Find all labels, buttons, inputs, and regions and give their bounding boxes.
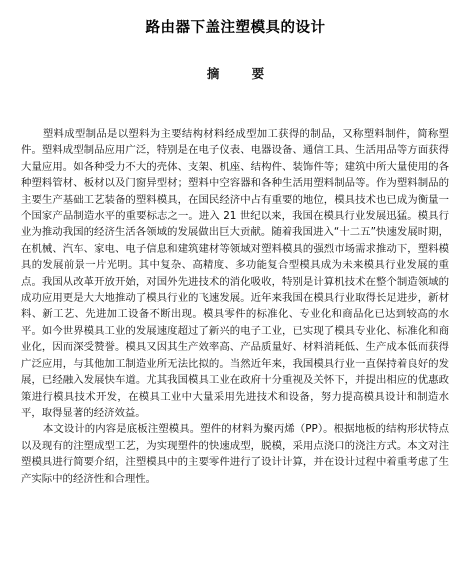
document-title: 路由器下盖注塑模具的设计 [145, 20, 326, 36]
abstract-paragraph-1: 塑料成型制品是以塑料为主要结构材料经成型加工获得的制品，又称塑料制件，简称塑件。塑料成型制品应用广泛，特别是在电子仪表、电器设备、通信工具、生活用品等方面获得大量应用。如各种受力不大的壳体、支架、机座、结构件、装饰件等；建筑中所大量使用的各种塑料管材、板材以及门窗异型材；塑料中空容器和各种生活用塑料制品等。作为塑料制品的主要生产基础工艺装备的塑料模具，在国民经济中占有重要的地位，模具技术也已成为衡量一个国家产品制造水平的重要标志之一。进入 21 世纪以来，我国在模具行业发展迅猛。模具行业为推动我国的经济生活各领域的发展做出巨大贡献。随着我国进入“十二五”快速发展时期，在机械、汽车、家电、电子信息和建筑建材等领域对塑料模具的强烈市场需求推动下，塑料模具的发展前景一片光明。其中复杂、高精度、多功能复合型模具成为未来模具行业发展的重点。我国从改革开放开始，对国外先进技术的消化吸收，特别是计算机技术在整个制造领域的成功应用更是大大地推动了模具行业的飞速发展。近年来我国在模具行业取得长足进步，新材料、新工艺、先进加工设备不断出现。模具零件的标准化、专业化和商品化已达到较高的水平。如今世界模具工业的发展速度超过了新兴的电子工业，已实现了模具专业化、标准化和商业化，因而深受赞誉。模具又因其生产效率高、产品质量好、材料消耗低、生产成本低而获得广泛应用，与其他加工制造业所无法比拟的。当然近年来，我国模具行业一直保持着良好的发展，已经融入发展快车道。尤其我国模具工业在政府十分重视及关怀下，并提出相应的优惠政策进行模具技术开发，在模具工业中大量采用先进技术和设备，努力提高模具设计和制造水平，取得显著的经济效益。 [21, 128, 449, 419]
abstract-heading: 摘 要 [206, 66, 279, 81]
abstract-body [21, 126, 449, 487]
abstract-paragraph-2: 本文设计的内容是底板注塑模具。塑件的材料为聚丙烯（PP）。根据地板的结构形状特点以及现有的注塑成型工艺，为实现塑件的快速成型，脱模，采用点浇口的浇注方式。本文对注塑模具进行简要介绍，注塑模具中的主要零件进行了设计计算，并在设计过程中着重考虑了生产实际中的经济性和合理性。 [21, 423, 449, 485]
